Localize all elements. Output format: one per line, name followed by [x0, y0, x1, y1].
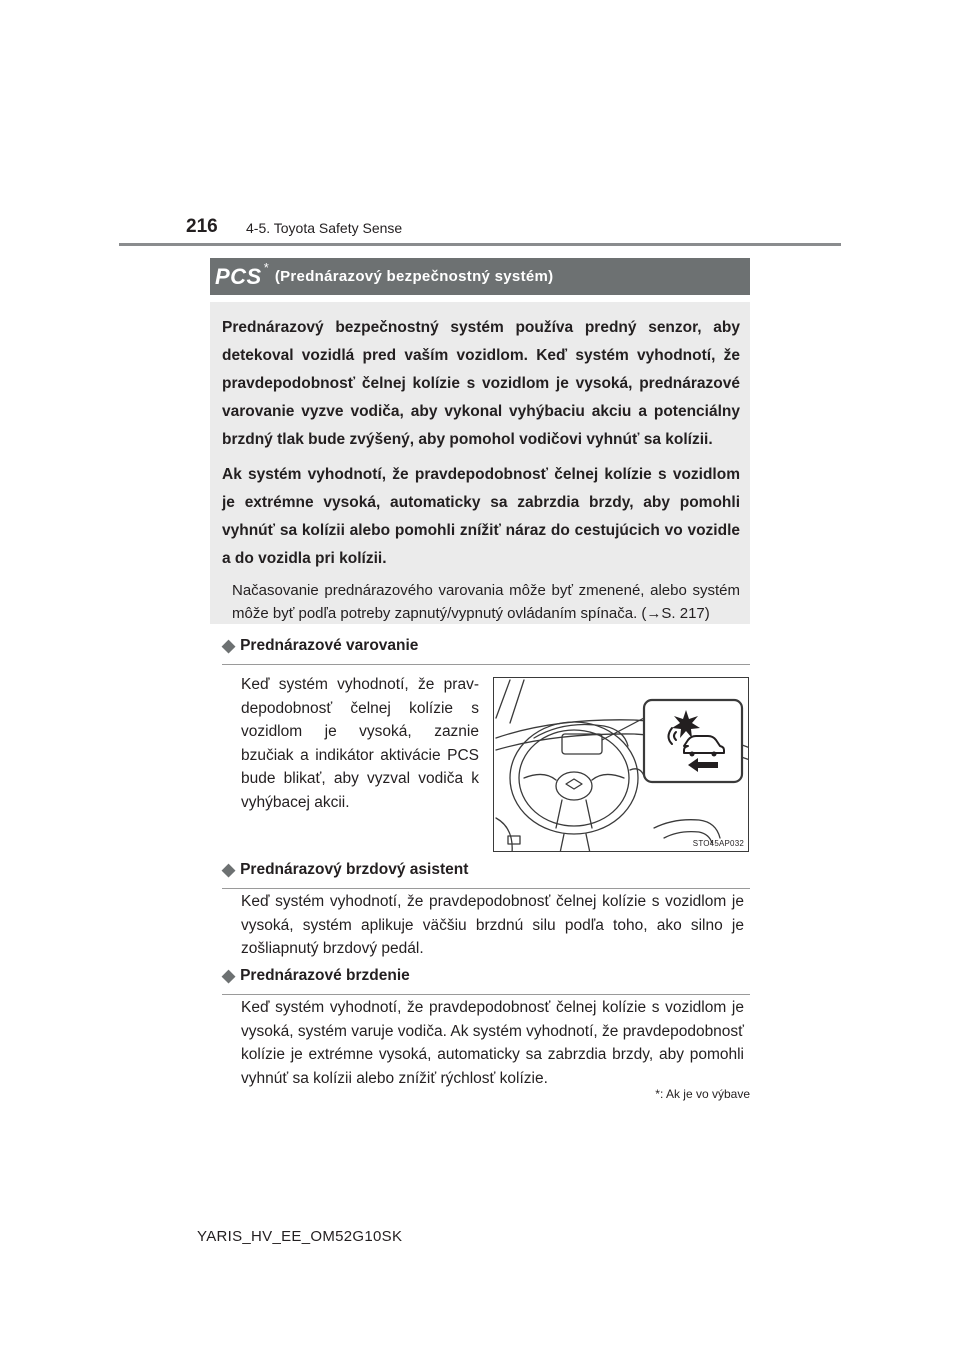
- title-subtitle: (Prednárazový bezpečnostný systém): [274, 268, 554, 285]
- subheading-label: Prednárazové brzdenie: [240, 967, 410, 984]
- document-id: YARIS_HV_EE_OM52G10SK: [197, 1228, 403, 1245]
- page-number: 216: [186, 216, 218, 237]
- section-1-text: Keď systém vyhodnotí, že pravdepodobnosť čelnej kolízie s vozidlom je vysoká, zaznie bzučiak a indikátor aktivácie PCS bude blikať, aby vyzval vodiča k vyhýbacej akcii.: [241, 676, 479, 811]
- diamond-bullet-icon: ◆: [222, 636, 236, 655]
- subheading-pre-collision-warning: [222, 637, 750, 665]
- section-2-text: Keď systém vyhodnotí, že pravdepodobnosť čelnej kolízie s vozidlom je vysoká, systém aplikuje väčšiu brzdnú silu podľa toho, ako silno je zošliapnutý brzdový pedál.: [241, 893, 744, 957]
- subheading-pre-collision-brake-assist: [222, 861, 750, 889]
- figure-code: STO45AP032: [692, 839, 744, 848]
- subheading-label: Prednárazový brzdový asistent: [240, 861, 469, 878]
- section-3-text: Keď systém vyhodnotí, že pravdepodobnosť čelnej kolízie s vozidlom je vysoká, systém varuje vodiča. Ak systém vyhodnotí, že pravdepodobnosť kolízie je extrémne vysoká, automaticky sa zabrzdia brzdy, aby pomohli vyhnúť sa kolízii alebo znížiť rýchlosť kolízie.: [241, 999, 744, 1087]
- pcs-warning-indicator-icon: [644, 700, 742, 782]
- subheading-pre-collision-braking: [222, 967, 750, 995]
- intro-box: [210, 302, 750, 624]
- diamond-bullet-icon: ◆: [222, 860, 236, 879]
- diamond-bullet-icon: ◆: [222, 966, 236, 985]
- section-title-bar: [210, 258, 750, 295]
- section-label: 4-5. Toyota Safety Sense: [246, 220, 403, 236]
- title-main: PCS: [215, 263, 262, 289]
- intro-paragraph-1: Prednárazový bezpečnostný systém používa predný senzor, aby detekoval vozidlá pred vaším vozidlom. Keď systém vyhodnotí, že pravdepodobnosť čelnej kolízie s vozidlom je vysoká, prednárazové varovanie vyzve vodiča, aby vykonal vyhýbaciu akciu a potenciálny brzdný tlak bude zvýšený, aby pomohol vodičovi vyhnúť sa kolízii.: [222, 319, 740, 448]
- footnote: *: Ak je vo výbave: [655, 1087, 750, 1101]
- title-asterisk: *: [263, 260, 269, 275]
- subheading-label: Prednárazové varovanie: [240, 637, 419, 654]
- intro-paragraph-2: Ak systém vyhodnotí, že pravdepodobnosť čelnej kolízie s vozidlom je extrémne vysoká, automaticky sa zabrzdia brzdy, aby pomohli vyhnúť sa kolízii alebo pomohli znížiť náraz do cestujúcich vo vozidle a do vozidla pri kolízii.: [222, 466, 740, 567]
- dashboard-illustration: [494, 678, 749, 852]
- dashboard-figure: [493, 677, 749, 852]
- header-rule: [119, 243, 841, 246]
- intro-note: Načasovanie prednárazového varovania môže byť zmenené, alebo systém môže byť podľa potreby zapnutý/vypnutý ovládaním spínača. (→S. 217): [232, 582, 740, 622]
